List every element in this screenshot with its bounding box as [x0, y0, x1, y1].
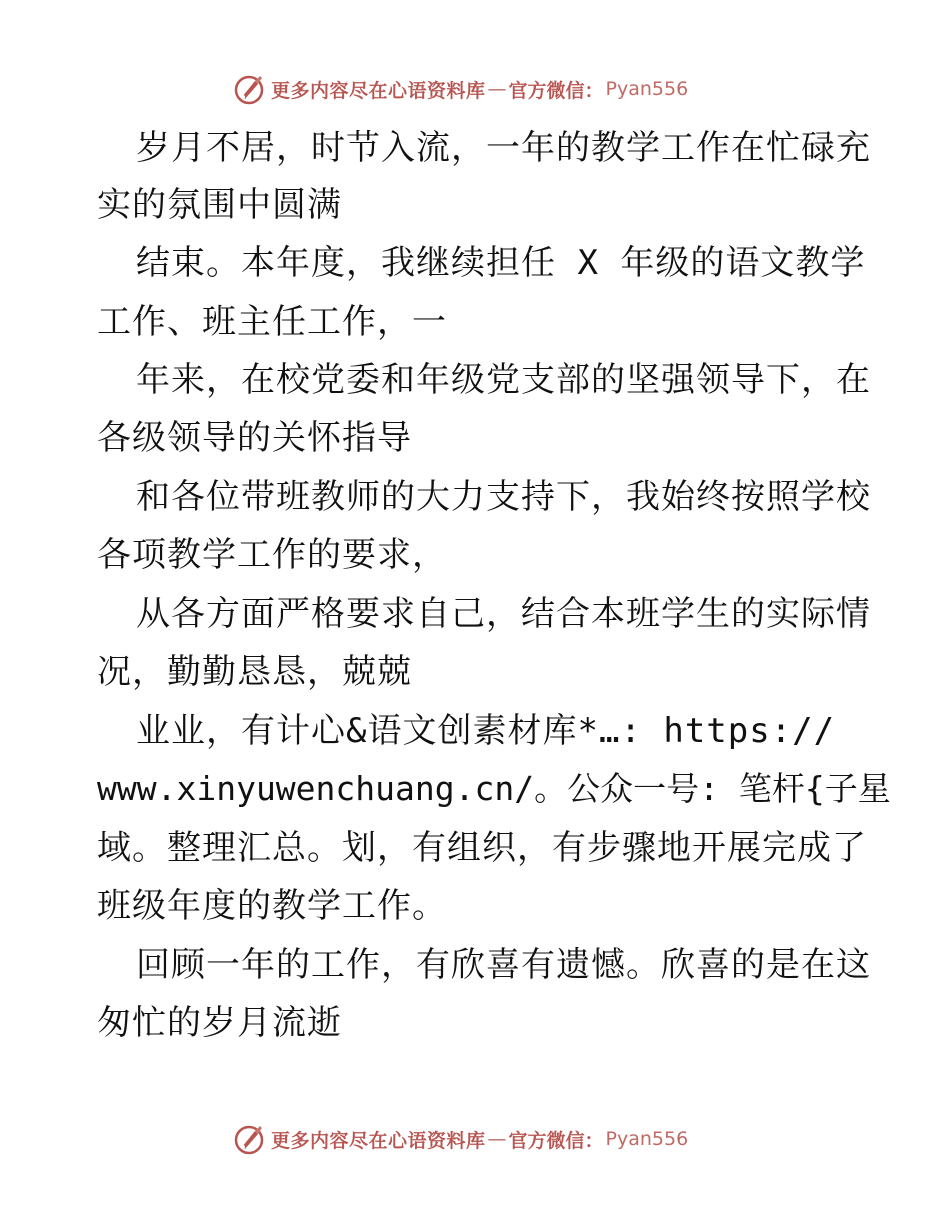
- text-line: 年来，在校党委和年级党支部的坚强领导下，在: [136, 360, 871, 400]
- header-wechat-id: Pyan556: [605, 78, 689, 100]
- text-line: 岁月不居，时节入流，一年的教学工作在忙碌充: [136, 128, 871, 168]
- text-line: 回顾一年的工作，有欣喜有遗憾。欣喜的是在这: [136, 945, 871, 985]
- text-line: www.xinyuwenchuang.cn/。公众一号: 笔杆{子星: [97, 769, 891, 808]
- footer-separator: —: [487, 1128, 507, 1150]
- quill-logo-icon: [233, 73, 265, 105]
- text-line: 班级年度的教学工作。: [97, 886, 447, 926]
- text-line: 从各方面严格要求自己，结合本班学生的实际情: [136, 594, 871, 634]
- header-separator: —: [487, 78, 507, 100]
- text-line: 域。整理汇总。划，有组织，有步骤地开展完成了: [97, 828, 867, 868]
- footer-banner: [233, 1122, 688, 1156]
- footer-wechat-id: Pyan556: [605, 1128, 689, 1150]
- header-slogan: 更多内容尽在心语资料库: [271, 79, 486, 102]
- quill-logo-icon: [233, 1123, 265, 1155]
- text-line: 工作、班主任工作，一: [97, 302, 447, 342]
- footer-slogan: 更多内容尽在心语资料库: [271, 1129, 486, 1152]
- text-line: 况，勤勤恳恳，兢兢: [97, 652, 412, 692]
- text-line: 匆忙的岁月流逝: [97, 1003, 342, 1043]
- footer-wechat-label: 官方微信：: [508, 1129, 604, 1152]
- text-line: 结束。本年度，我继续担任 X 年级的语文教学: [136, 243, 866, 283]
- text-line: 各项教学工作的要求，: [97, 535, 447, 575]
- text-line: 和各位带班教师的大力支持下，我始终按照学校: [136, 477, 871, 517]
- text-line: 各级领导的关怀指导: [97, 418, 412, 458]
- header-wechat-label: 官方微信：: [508, 79, 604, 102]
- text-line: 业业，有计心&语文创素材库*…: https://: [136, 711, 836, 751]
- header-banner: [233, 72, 688, 106]
- text-line: 实的氛围中圆满: [97, 185, 342, 225]
